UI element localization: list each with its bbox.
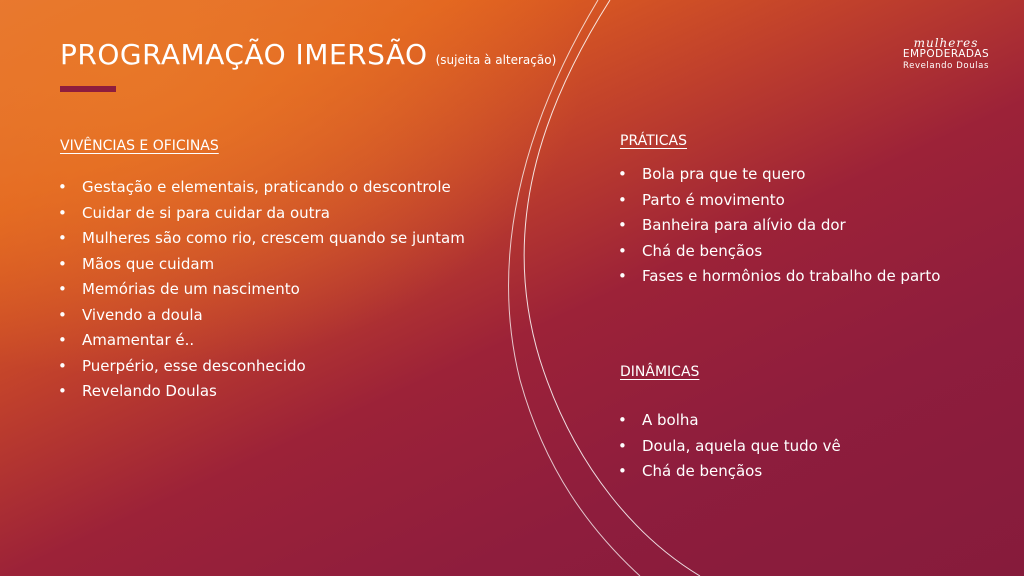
list-item: • Parto é movimento — [618, 188, 988, 214]
bullet-icon: • — [618, 241, 627, 260]
page-title: PROGRAMAÇÃO IMERSÃO — [60, 38, 428, 71]
section-heading-praticas: PRÁTICAS — [620, 133, 688, 149]
bullet-icon: • — [58, 305, 67, 324]
bullet-icon: • — [58, 178, 67, 196]
list-praticas — [618, 162, 988, 290]
logo-line-3: Revelando Doulas — [902, 61, 989, 71]
bullet-icon: • — [618, 411, 627, 429]
bullet-icon: • — [618, 267, 627, 285]
bullet-icon: • — [58, 331, 67, 349]
bullet-icon: • — [618, 216, 627, 234]
logo-line-2: EMPODERADAS — [902, 48, 990, 60]
list-item: • Puerpério, esse desconhecido — [58, 354, 498, 380]
bullet-icon: • — [618, 436, 627, 455]
list-item: • Mulheres são como rio, crescem quando se juntam — [58, 226, 498, 252]
bullet-icon: • — [618, 190, 627, 209]
bullet-icon: • — [58, 280, 67, 298]
title-accent-bar — [60, 86, 116, 92]
list-item: • Doula, aquela que tudo vê — [618, 434, 988, 460]
section-heading-vivencias: VIVÊNCIAS E OFICINAS — [60, 138, 219, 154]
title-row — [60, 38, 556, 71]
list-item: • Mãos que cuidam — [58, 252, 498, 278]
bullet-icon: • — [58, 382, 67, 400]
logo-line-1: mulheres — [913, 36, 979, 50]
page-subtitle: (sujeita à alteração) — [435, 53, 557, 67]
list-item: • Memórias de um nascimento — [58, 277, 498, 303]
list-item: • A bolha — [618, 408, 988, 434]
bullet-icon: • — [58, 203, 67, 222]
list-item: • Fases e hormônios do trabalho de parto — [618, 264, 988, 290]
list-item: • Gestação e elementais, praticando o descontrole — [58, 175, 498, 201]
brand-logo — [896, 36, 996, 71]
section-heading-dinamicas: DINÂMICAS — [620, 364, 700, 380]
list-item: • Revelando Doulas — [58, 379, 498, 405]
list-item: • Chá de bençãos — [618, 239, 988, 265]
list-dinamicas — [618, 408, 988, 485]
bullet-icon: • — [58, 229, 67, 247]
list-item: • Banheira para alívio da dor — [618, 213, 988, 239]
list-vivencias — [58, 175, 498, 405]
bullet-icon: • — [618, 462, 627, 480]
list-item: • Vivendo a doula — [58, 303, 498, 329]
list-item: • Chá de bençãos — [618, 459, 988, 485]
bullet-icon: • — [58, 356, 67, 375]
bullet-icon: • — [58, 254, 67, 273]
list-item: • Bola pra que te quero — [618, 162, 988, 188]
list-item: • Amamentar é.. — [58, 328, 498, 354]
list-item: • Cuidar de si para cuidar da outra — [58, 201, 498, 227]
bullet-icon: • — [618, 165, 627, 183]
